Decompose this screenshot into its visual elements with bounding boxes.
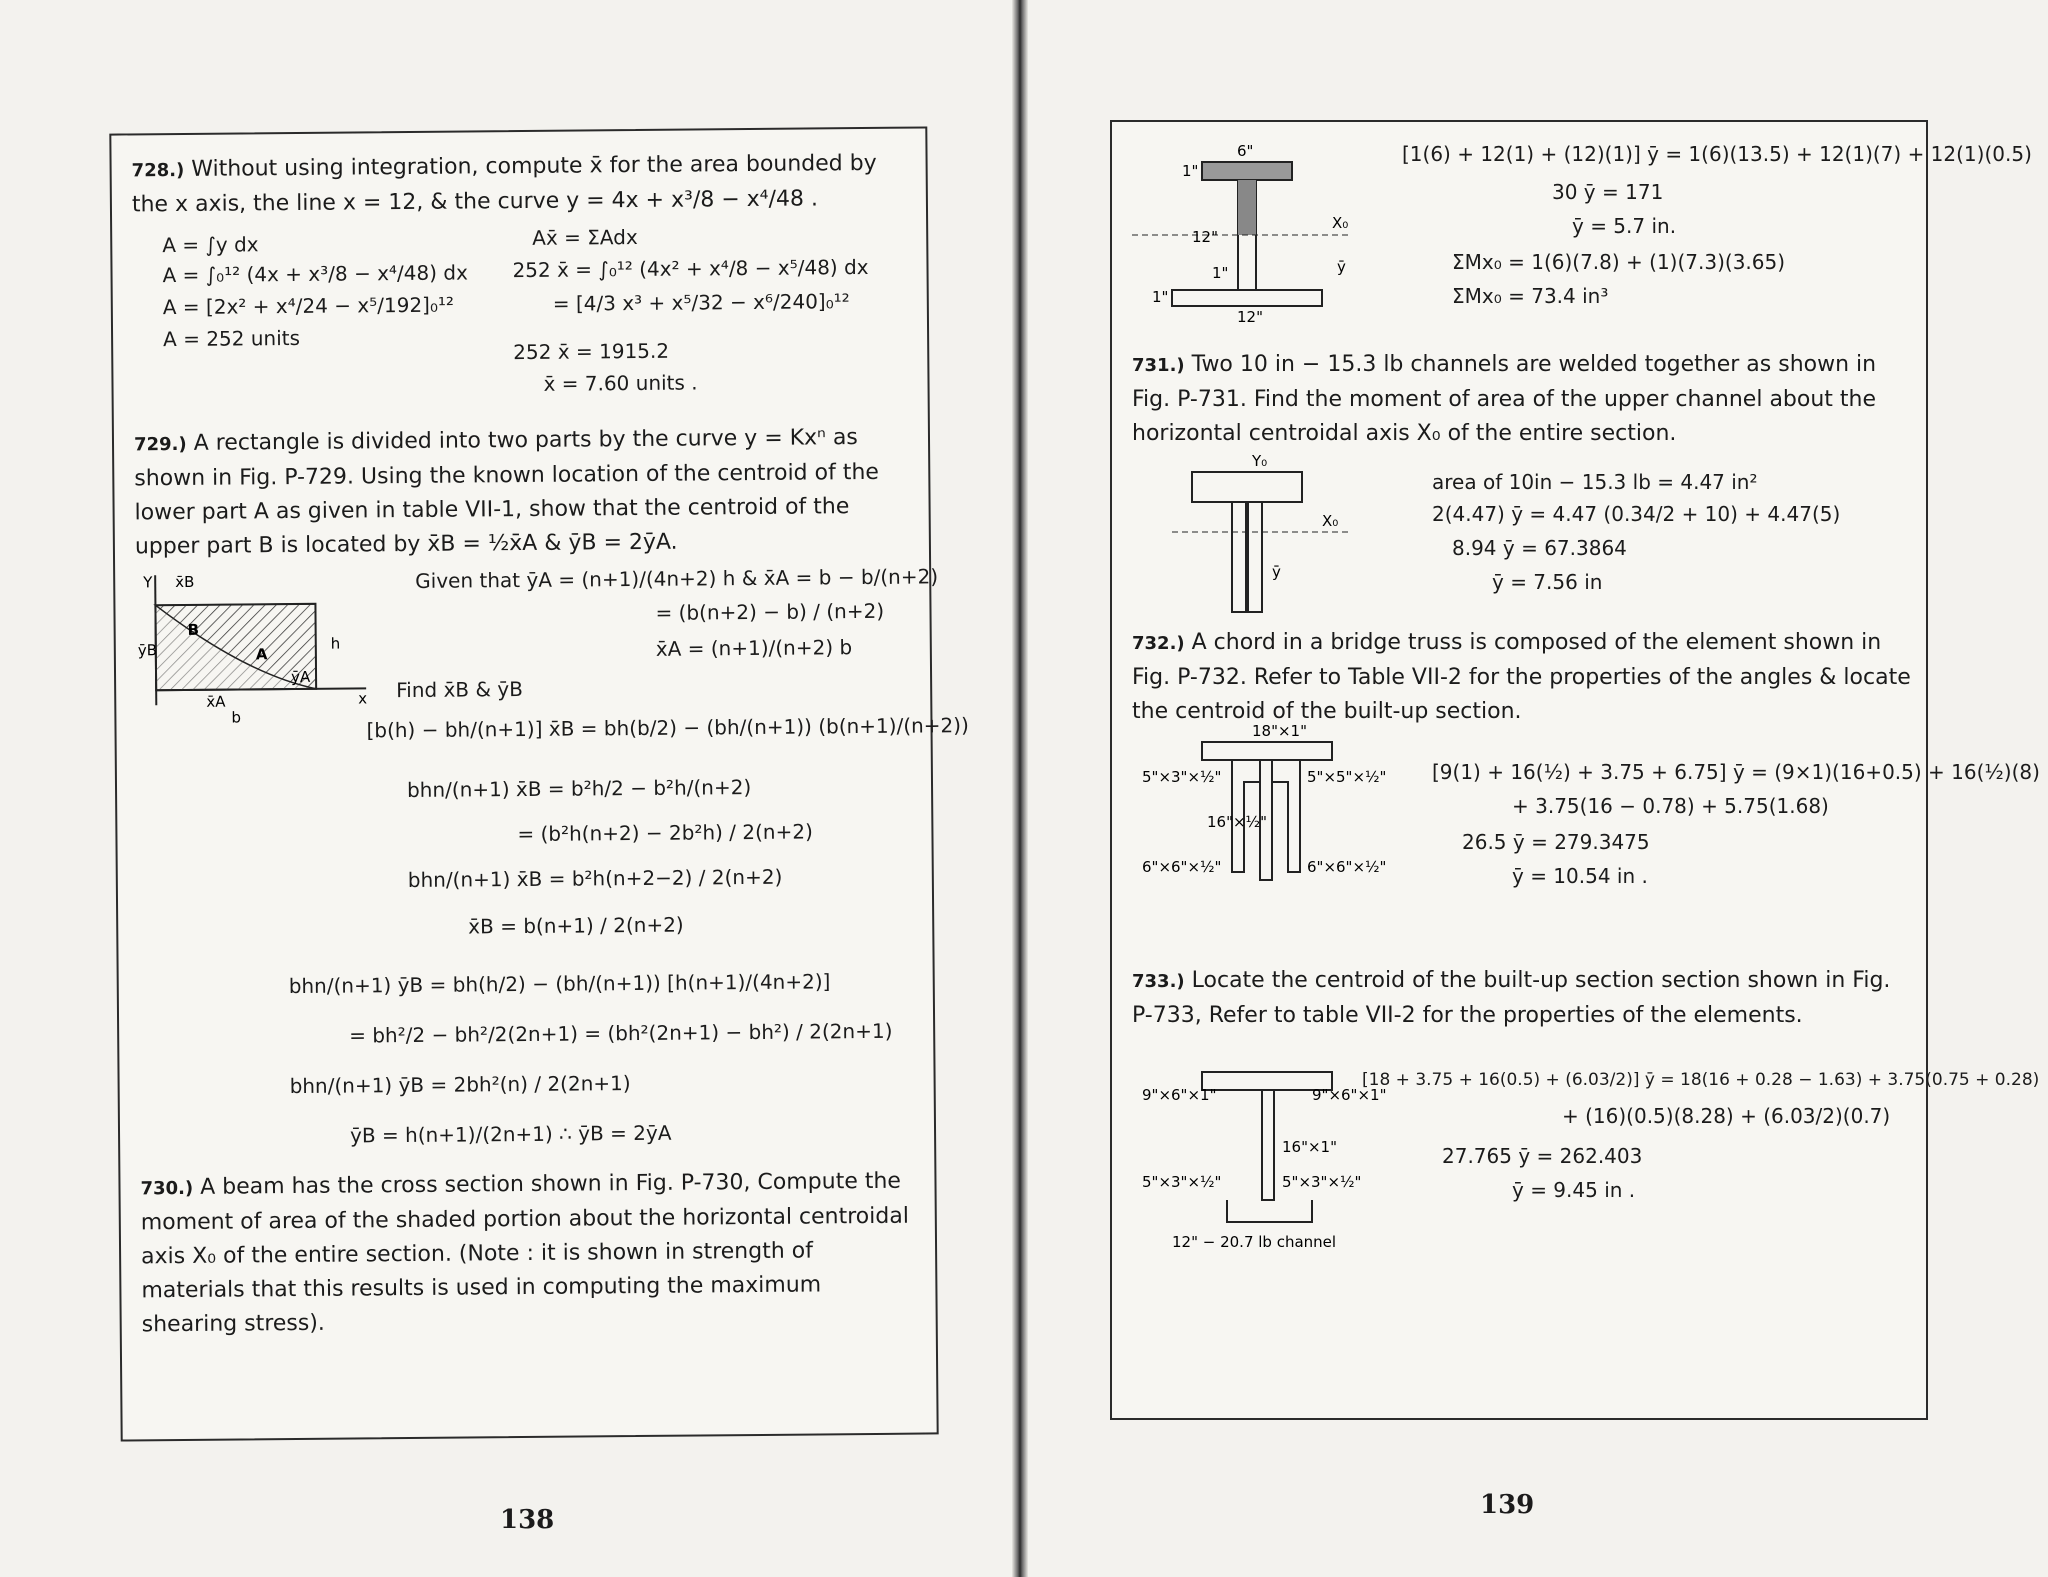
eq-730s-l1: [1(6) + 12(1) + (12)(1)] ȳ = 1(6)(13.5) + 12(1)(7) + 12(1)(0.5): [1402, 142, 2032, 166]
fig731-right-channel: [1248, 502, 1262, 612]
problem-730-statement: [140, 1165, 911, 1343]
eq-732-l4: ȳ = 10.54 in .: [1512, 864, 1648, 888]
fig731-label-yo: Y₀: [1252, 452, 1268, 470]
eq-728-r3: = [4/3 x³ + x⁵/32 − x⁶/240]₀¹²: [552, 289, 850, 316]
eq-730s-l2: 30 ȳ = 171: [1552, 180, 1664, 204]
fig732-right-angle: [1272, 760, 1300, 872]
eq-729-l9: ȳB = h(n+1)/(2n+1) ∴ ȳB = 2ȳA: [349, 1120, 672, 1148]
fig730-bottom-flange: [1172, 290, 1322, 306]
problem-729-statement: [134, 421, 905, 565]
eq-729-l4: bhn/(n+1) x̄B = b²h(n+2−2) / 2(n+2): [407, 864, 783, 893]
eq-732-l1: [9(1) + 16(½) + 3.75 + 6.75] ȳ = (9×1)(16+0.5) + 16(½)(8): [1432, 760, 2040, 784]
problem-731-number: 731.): [1132, 355, 1185, 376]
problem-733-statement: [1132, 964, 1912, 1033]
figure-p729: [135, 563, 376, 725]
eq-733-l1: [18 + 3.75 + 16(0.5) + (6.03/2)] ȳ = 18(16 + 0.28 − 1.63) + 3.75(0.75 + 0.28): [1362, 1070, 2040, 1090]
problem-730-number: 730.): [140, 1177, 194, 1200]
eq-728-l2: A = ∫₀¹² (4x + x³/8 − x⁴/48) dx: [162, 260, 468, 288]
fig733-label-channel: 12" − 20.7 lb channel: [1172, 1233, 1337, 1251]
right-page-number: 139: [1480, 1490, 1535, 1520]
eq-728-l3: A = [2x² + x⁴/24 − x⁵/192]₀¹²: [162, 292, 455, 320]
eq-728-r2: 252 x̄ = ∫₀¹² (4x² + x⁴/8 − x⁵/48) dx: [512, 254, 869, 283]
eq-729-l7: = bh²/2 − bh²/2(2n+1) = (bh²(2n+1) − bh²) / 2(2n+1): [349, 1018, 893, 1048]
fig730-shaded: [1238, 180, 1256, 235]
problem-729-number: 729.): [133, 433, 187, 456]
eq-730s-l3: ȳ = 5.7 in.: [1572, 214, 1677, 238]
fig732-label-angle-br: 6"×6"×½": [1307, 858, 1387, 876]
eq-729-l8: bhn/(n+1) ȳB = 2bh²(n) / 2(2n+1): [289, 1071, 631, 1099]
problem-732-statement: [1132, 626, 1912, 729]
problem-732-text: A chord in a bridge truss is composed of the element shown in Fig. P-732. Refer to Table VII-2 for the properties of the angles & locate the centroid of the built-up section.: [1132, 630, 1911, 724]
eq-728-r4: 252 x̄ = 1915.2: [513, 338, 670, 365]
book-spine: [1012, 0, 1028, 1577]
fig730-label-web: 12": [1192, 228, 1218, 246]
eq-733-l2: + (16)(0.5)(8.28) + (6.03/2)(0.7): [1562, 1104, 1891, 1128]
eq-729-given: Given that ȳA = (n+1)/(4n+2) h & x̄A = b − b/(n+2): [415, 564, 939, 593]
fig730-top-flange: [1202, 162, 1292, 180]
fig730-label-y: ȳ: [1337, 258, 1346, 276]
eq-729-l1: [b(h) − bh/(n+1)] x̄B = bh(b/2) − (bh/(n+1)) (b(n+1)/(n+2)): [366, 713, 969, 743]
problem-731-text: Two 10 in − 15.3 lb channels are welded together as shown in Fig. P-731. Find the moment of area of the upper channel about the horizontal centroidal axis X₀ of the entire section.: [1132, 352, 1877, 446]
eq-730s-l4: ΣMx₀ = 1(6)(7.8) + (1)(7.3)(3.65): [1452, 250, 1786, 274]
fig731-left-channel: [1232, 502, 1246, 612]
fig731-label-y: ȳ: [1272, 563, 1281, 581]
eq-731-l3: 8.94 ȳ = 67.3864: [1452, 536, 1627, 560]
eq-731-l1: area of 10in − 15.3 lb = 4.47 in²: [1432, 470, 1758, 494]
fig733-label-plate-r: 9"×6"×1": [1312, 1086, 1387, 1104]
fig733-label-plate: 9"×6"×1": [1142, 1086, 1217, 1104]
problem-733-text: Locate the centroid of the built-up section section shown in Fig. P-733, Refer to table VII-2 for the properties of the elements.: [1132, 968, 1891, 1028]
fig729-label-b: b: [231, 708, 242, 727]
figure-p731: [1172, 452, 1372, 622]
eq-732-l2: + 3.75(16 − 0.78) + 5.75(1.68): [1512, 794, 1829, 818]
eq-733-l3: 27.765 ȳ = 262.403: [1442, 1144, 1643, 1168]
fig729-label-ya: ȳA: [290, 667, 311, 687]
figure-p732: [1132, 722, 1387, 912]
right-page-frame: [1110, 120, 2040, 1420]
eq-729-l6: bhn/(n+1) ȳB = bh(h/2) − (bh/(n+1)) [h(n+1)/(4n+2)]: [288, 969, 831, 999]
fig729-label-xb: x̄B: [175, 572, 195, 592]
fig729-label-h: h: [330, 634, 341, 653]
fig730-label-bottom: 12": [1237, 308, 1263, 326]
fig729-label-x: x: [358, 689, 368, 708]
eq-729-l2: bhn/(n+1) x̄B = b²h/2 − b²h/(n+2): [406, 775, 752, 803]
fig733-label-web: 16"×1": [1282, 1138, 1337, 1156]
eq-728-r1: Ax̄ = ΣAdx: [532, 224, 638, 250]
fig730-label-1a: 1": [1182, 162, 1199, 180]
figure-p730: [1132, 142, 1362, 326]
problem-733-number: 733.): [1132, 971, 1185, 992]
left-page-number: 138: [500, 1505, 555, 1535]
fig729-label-y: Y: [143, 573, 153, 592]
fig729-label-xa: x̄A: [206, 692, 226, 711]
eq-730s-l5: ΣMx₀ = 73.4 in³: [1452, 284, 1609, 308]
eq-733-l4: ȳ = 9.45 in .: [1512, 1178, 1636, 1202]
fig730-label-top: 6": [1237, 142, 1254, 160]
fig733-label-angle-l: 5"×3"×½": [1142, 1173, 1222, 1191]
fig732-top-plate: [1202, 742, 1332, 760]
fig730-label-1b: 1": [1212, 264, 1229, 282]
eq-731-l2: 2(4.47) ȳ = 4.47 (0.34/2 + 10) + 4.47(5): [1432, 502, 1841, 526]
fig732-label-angle-bl: 6"×6"×½": [1142, 858, 1222, 876]
fig733-web: [1262, 1090, 1274, 1200]
figure-p733: [1132, 1052, 1387, 1252]
fig733-label-angle-r: 5"×3"×½": [1282, 1173, 1362, 1191]
eq-729-given2: = (b(n+2) − b) / (n+2): [655, 598, 885, 625]
fig732-label-web: 16"×½": [1207, 813, 1267, 831]
fig729-label-b-region: B: [187, 620, 200, 639]
eq-729-l5: x̄B = b(n+1) / 2(n+2): [468, 912, 684, 939]
left-page-frame: [109, 126, 969, 1441]
eq-728-l1: A = ∫y dx: [162, 232, 259, 258]
problem-728-text: Without using integration, compute x̄ for the area bounded by the x axis, the line x = 12, & the curve y = 4x + x³/8 − x⁴/48 .: [131, 150, 877, 218]
fig731-upper-channel: [1192, 472, 1302, 502]
problem-729-text: A rectangle is divided into two parts by the curve y = Kxⁿ as shown in Fig. P-729. Using the known location of the centroid of the lower part A as given in table VII-1, show that the centroid of the upper part B is located by x̄B = ½x̄A & ȳB = 2ȳA.: [134, 425, 879, 560]
eq-728-r5: x̄ = 7.60 units .: [543, 370, 698, 396]
fig732-label-plate: 18"×1": [1252, 722, 1307, 740]
eq-731-l4: ȳ = 7.56 in: [1492, 570, 1603, 594]
fig733-channel: [1227, 1200, 1312, 1222]
fig731-label-xo: X₀: [1322, 512, 1339, 530]
fig732-label-angle-r: 5"×5"×½": [1307, 768, 1387, 786]
fig729-label-a-region: A: [255, 645, 268, 664]
problem-731-statement: [1132, 348, 1912, 451]
fig730-label-1c: 1": [1152, 288, 1169, 306]
problem-728-number: 728.): [131, 159, 185, 182]
eq-729-given3: x̄A = (n+1)/(n+2) b: [655, 635, 853, 661]
fig729-label-yb: ȳB: [137, 641, 158, 660]
eq-728-l4: A = 252 units: [162, 325, 301, 352]
fig732-label-angle-l: 5"×3"×½": [1142, 768, 1222, 786]
problem-728-statement: [131, 147, 902, 223]
eq-732-l3: 26.5 ȳ = 279.3475: [1462, 830, 1650, 854]
eq-729-l3: = (b²h(n+2) − 2b²h) / 2(n+2): [517, 819, 813, 847]
problem-732-number: 732.): [1132, 633, 1185, 654]
fig730-label-xo: X₀: [1332, 214, 1349, 232]
problem-730-text: A beam has the cross section shown in Fig. P-730, Compute the moment of area of the shaded portion about the horizontal centroidal axis X₀ of the entire section. (Note : it is shown in strength of materials that this results is used in computing the maximum shearing stress).: [140, 1168, 910, 1338]
eq-729-find: Find x̄B & ȳB: [396, 677, 524, 703]
